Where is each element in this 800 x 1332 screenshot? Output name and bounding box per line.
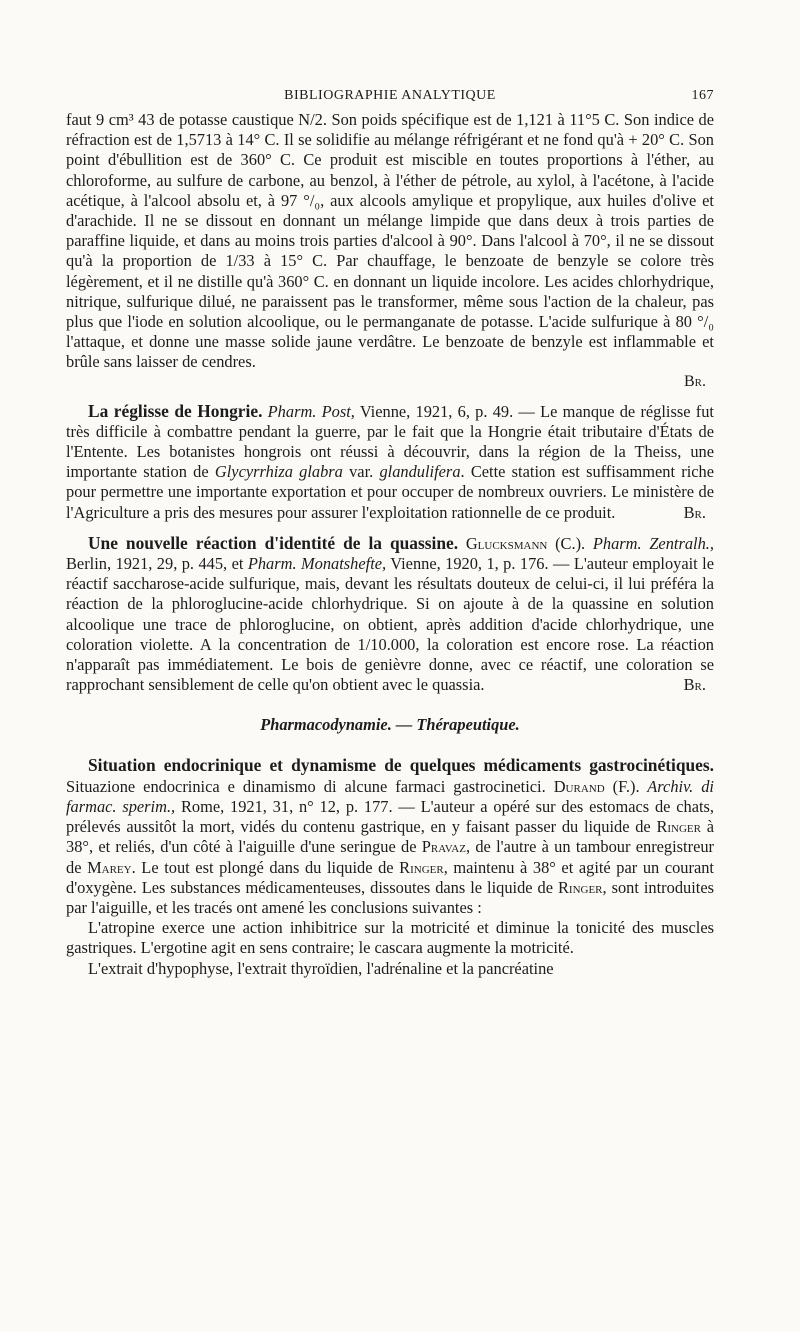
benzoate-paragraph: faut 9 cm³ 43 de potasse caustique N/2. Son poids spécifique est de 1,121 à 11°5 C. Son indice de réfraction est de 1,5713 à 14° C. Il se solidifie au mélange réfrigérant et ne fond qu'à + 20° C. Son point d'ébullition est de 360° C. Ce produit est miscible en toutes proportions à l'éther, au chloroforme, au sulfure de carbone, au benzol, à l'éther de pétrole, au xylol, à l'acétone, à l'acide acétique, à l'alcool absolu et, à 97 °/₀, aux alcools amylique et propylique, aux huiles d'olive et d'arachide. Il ne se dissout en donnant un mélange limpide que dans deux à trois parties de paraffine liquide, et dans au moins trois parties d'alcool à 90°. Dans l'alcool à 70°, il ne se dissout qu'à la proportion de 1/33 à 15° C. Par chauffage, le benzoate de benzyle se colore très légèrement, et il ne distille qu'à 360° C. en donnant un liquide incolore. Les acides chlorhydrique, nitrique, sulfurique dilué, ne paraissent pas le transformer, même sous l'action de la chaleur, pas plus que l'iode en solution alcoolique, ou le permanganate de potasse. L'acide sulfurique à 80 °/₀ l'attaque, et donne une masse solide jaune verdâtre. Le benzoate de benzyle est inflammable et brûle sans laisser de cendres. (66, 110, 714, 372)
section-heading: Pharmacodynamie. — Thérapeutique. (260, 715, 520, 735)
hypophyse-paragraph: L'extrait d'hypophyse, l'extrait thyroïdien, l'adrénaline et la pancréatine (88, 958, 554, 978)
situation-author: Durand (F.). (553, 776, 640, 796)
quassine-title: Une nouvelle réaction d'identité de la quassine. (88, 532, 459, 553)
situation-journal: Archiv. di farmac. sperim., (66, 776, 714, 816)
reglisse-signature: Br. (683, 502, 706, 522)
running-header (66, 88, 714, 110)
quassine-journal-1: Pharm. Zentralh., (592, 533, 714, 553)
quassine-journal-2: Pharm. Monatshefte, (247, 554, 387, 574)
page-number: 167 (691, 88, 714, 103)
situation-title: Situation endocrinique et dynamisme de quelques médicaments gastrocinétiques. (88, 755, 714, 776)
reglisse-journal: Pharm. Post, (267, 401, 355, 421)
document-page (66, 88, 714, 979)
reglisse-species: Glycyrrhiza glabra (214, 462, 343, 482)
quassine-author: Glucksmann (C.). (465, 533, 586, 553)
reglisse-variety: glandulifera (379, 462, 461, 482)
reglisse-article: La réglisse de Hongrie. Pharm. Post, Vienne, 1921, 6, p. 49. — Le manque de réglisse fut très difficile à combattre pendant la guerre, par le fait que la Hongrie était tributaire d'États de l'Entente. Les botanistes hongrois ont réussi à découvrir, dans la région de la Theiss, une importante station de Glycyrrhiza glabra var. glandulifera. Cette station est suffisamment riche pour permettre une importante exportation et pour occuper de nombreux ouvriers. Le ministère de l'Agriculture a pris des mesures pour assurer l'exploitation rationnelle de ce produit. Br. (66, 400, 714, 522)
reglisse-title: La réglisse de Hongrie. (88, 400, 263, 421)
situation-article: Situation endocrinique et dynamisme de quelques médicaments gastrocinétiques. Situazione endocrinica e dinamismo di alcune farmaci gastrocinetici. Durand (F.). Archiv. di farmac. sperim., Rome, 1921, 31, n° 12, p. 177. — L'auteur a opéré sur des estomacs de chats, prélevés aussitôt la mort, vidés du contenu gastrique, en y faisant passer du liquide de Ringer à 38°, et reliés, d'un côté à l'aiguille d'une seringue de Pravaz, de l'autre à un tambour enregistreur de Marey. Le tout est plongé dans du liquide de Ringer, maintenu à 38° et agité par un courant d'oxygène. Les substances médicamenteuses, dissoutes dans le liquide de Ringer, sont introduites par l'aiguille, et les tracés ont amené les conclusions suivantes : (66, 755, 715, 917)
benzoate-signature: Br. (683, 372, 706, 390)
running-title: BIBLIOGRAPHIE ANALYTIQUE (284, 88, 496, 103)
quassine-signature: Br. (683, 675, 706, 695)
quassine-article: Une nouvelle réaction d'identité de la quassine. Glucksmann (C.). Pharm. Zentralh., Berlin, 1921, 29, p. 445, et Pharm. Monatshefte, Vienne, 1920, 1, p. 176. — L'auteur employait le réactif saccharose-acide sulfurique, mais, devant les résultats douteux de celui-ci, il lui préféra la réaction de la phloroglucine-acide chlorhydrique. Si on ajoute à de la quassine en solution alcoolique une trace de phloroglucine, on obtient, après addition d'acide chlorhydrique, une coloration violette. A la concentration de 1/10.000, la coloration est encore rose. La réaction n'apparaît pas immédiatement. Le bois de genièvre donne, avec ce réactif, une coloration se rapprochant sensiblement de celle qu'on obtient avec le quassia. Br. (66, 532, 715, 695)
atropine-paragraph: L'atropine exerce une action inhibitrice sur la motricité et diminue la tonicité des muscles gastriques. L'ergotine agit en sens contraire; le cascara augmente la motricité. (66, 918, 714, 958)
